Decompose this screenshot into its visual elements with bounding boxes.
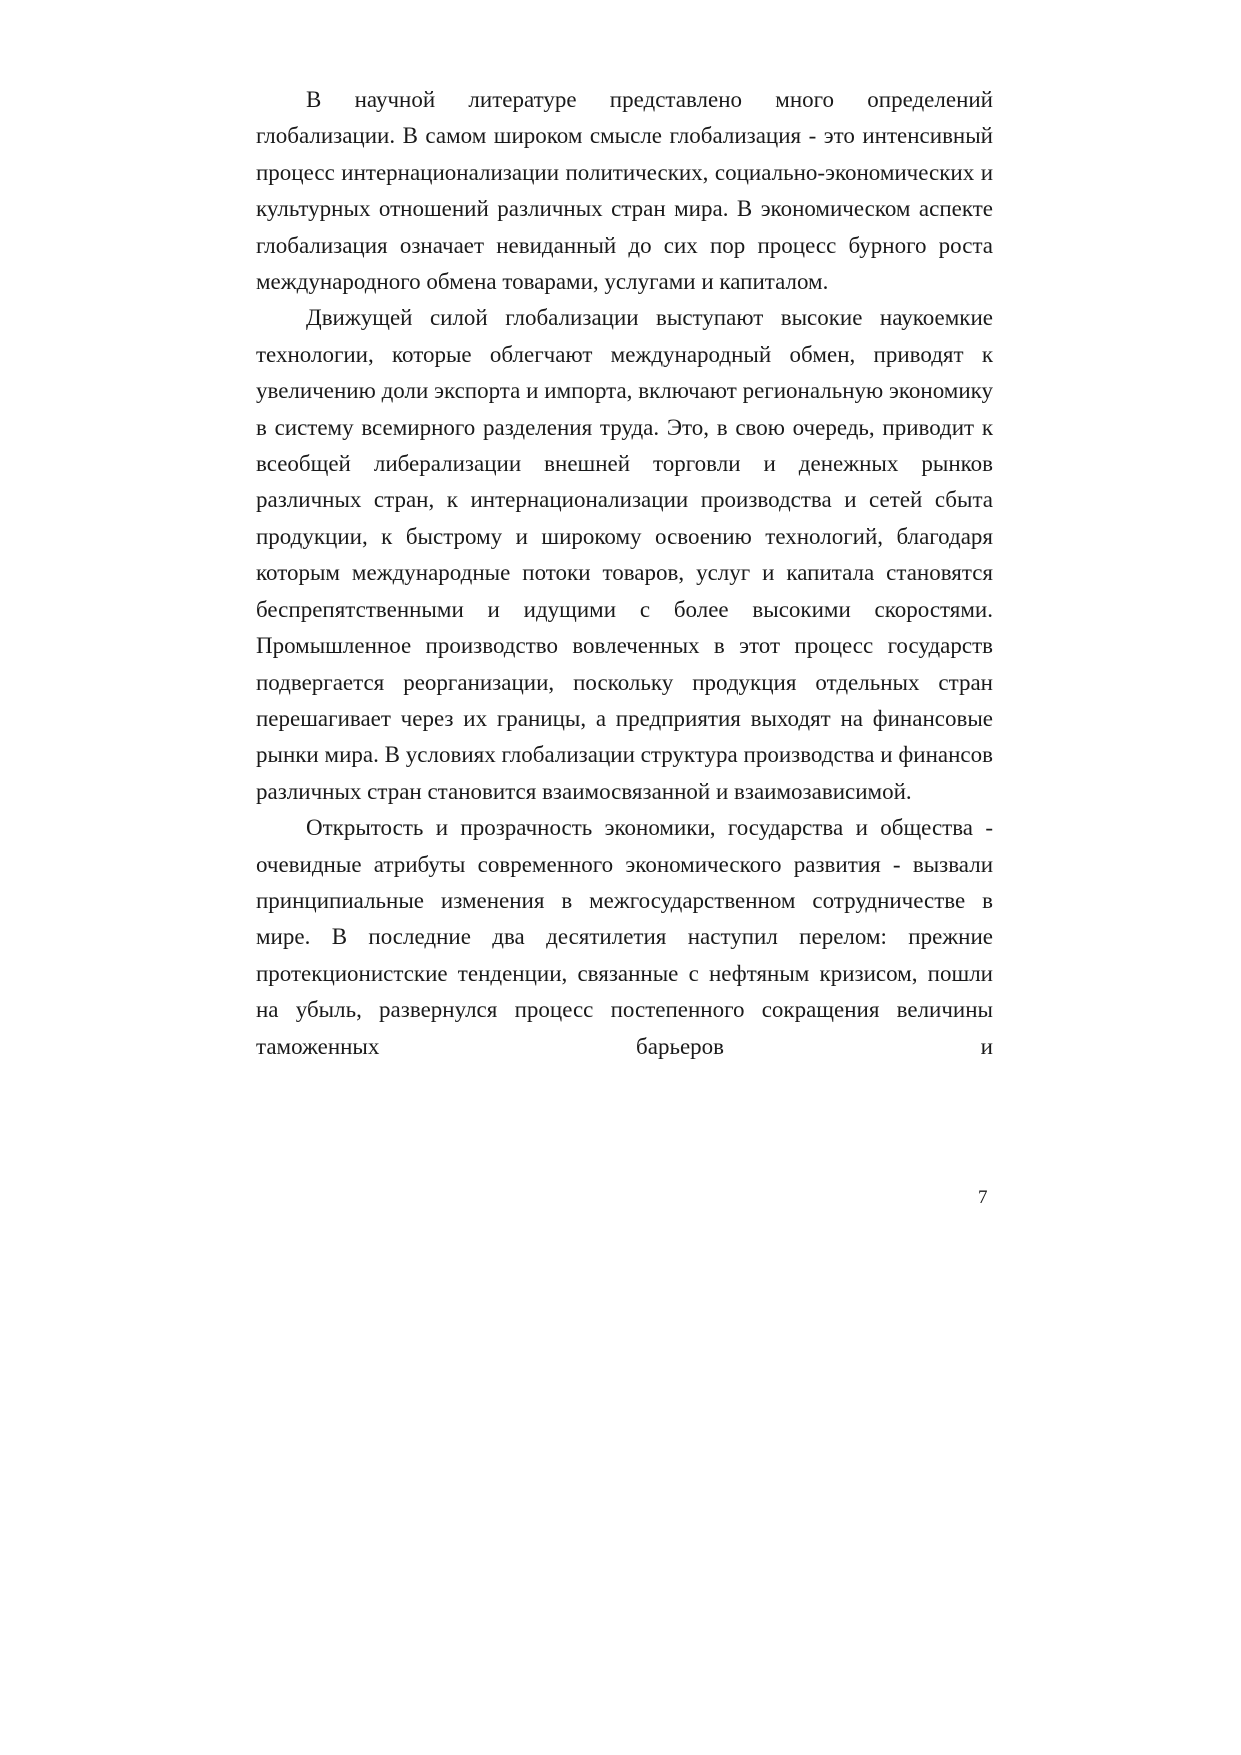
- body-text: [256, 82, 993, 1065]
- paragraph-driving-force: Движущей силой глобализации выступают высокие наукоемкие технологии, которые облегчают международный обмен, приводят к увеличению доли экспорта и импорта, включают региональную экономику в систему всемирного разделения труда. Это, в свою очередь, приводит к всеобщей либерализации внешней торговли и денежных рынков различных стран, к интернационализации производства и сетей сбыта продукции, к быстрому и широкому освоению технологий, благодаря которым международные потоки товаров, услуг и капитала становятся беспрепятственными и идущими с более высокими скоростями. Промышленное производство вовлеченных в этот процесс государств подвергается реорганизации, поскольку продукция отдельных стран перешагивает через их границы, а предприятия выходят на финансовые рынки мира. В условиях глобализации структура производства и финансов различных стран становится взаимосвязанной и взаимозависимой.: [256, 305, 993, 804]
- page-number: 7: [978, 1187, 988, 1208]
- paragraph-openness: Открытость и прозрачность экономики, государства и общества - очевидные атрибуты современного экономического развития - вызвали принципиальные изменения в межгосударственном сотрудничестве в мире. В последние два десятилетия наступил перелом: прежние протекционистские тенденции, связанные с нефтяным кризисом, пошли на убыль, развернулся процесс постепенного сокращения величины таможенных барьеров и: [256, 815, 993, 1059]
- paragraph-globalization-definition: В научной литературе представлено много определений глобализации. В самом широком смысле глобализация - это интенсивный процесс интернационализации политических, социально-экономических и культурных отношений различных стран мира. В экономическом аспекте глобализация означает невиданный до сих пор процесс бурного роста международного обмена товарами, услугами и капиталом.: [256, 87, 993, 295]
